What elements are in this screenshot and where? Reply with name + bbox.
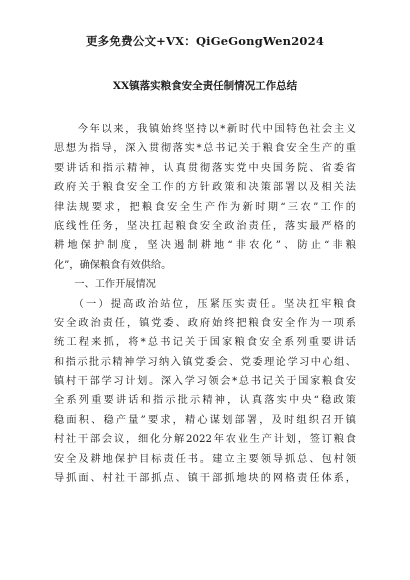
document-title: XX镇落实粮食安全责任制情况工作总结: [112, 80, 298, 92]
section-heading: 一、工作开展情况: [54, 279, 156, 291]
text-line: 镇村干部学习计划。深入学习领会*总书记关于国家粮食安: [54, 376, 356, 388]
text-line: 要讲话和指示精神，认真贯彻落实党中央国务院、省委省: [54, 162, 356, 174]
text-line: 安全及耕地保护目标责任书。建立主要领导抓总、包村领: [54, 453, 356, 465]
text-line: 律法规要求，把粮食安全生产作为新时期“三农”工作的: [54, 201, 356, 213]
text-line: 稳面积、稳产量”要求，精心谋划部署，及时组织召开镇: [54, 414, 356, 426]
document-body: [54, 120, 356, 488]
text-line: （一）提高政治站位，压紧压实责任。坚决扛牢粮食: [54, 298, 356, 310]
promo-header: 更多免费公文+VX：QiGeGongWen2024: [85, 34, 325, 48]
text-line: 村社干部会议，细化分解2022年农业生产计划，签订粮食: [54, 434, 356, 446]
text-line: 化”，确保粮食有效供给。: [54, 259, 172, 271]
text-line: 全系列重要讲话和指示批示精神，认真落实中央“稳政策: [54, 395, 356, 407]
text-line: 耕地保护制度，坚决遏制耕地“非农化”、防止“非粮: [54, 240, 356, 252]
text-line: 安全政治责任，镇党委、政府始终把粮食安全作为一项系: [54, 317, 356, 329]
text-line: 思想为指导，深入贯彻落实*总书记关于粮食安全生产的重: [54, 143, 356, 155]
text-line: 今年以来，我镇始终坚持以*新时代中国特色社会主义: [54, 124, 356, 135]
paragraph-one: [54, 295, 356, 489]
intro-paragraph: [54, 120, 356, 275]
text-line: 底线性任务，坚决扛起粮食安全政治责任，落实最严格的: [54, 220, 356, 232]
text-line: 和指示批示精神学习纳入镇党委会、党委理论学习中心组、: [54, 356, 356, 368]
text-line: 统工程来抓，将*总书记关于国家粮食安全系列重要讲话: [54, 337, 356, 349]
text-line: 政府关于粮食安全工作的方针政策和决策部署以及相关法: [54, 182, 356, 194]
text-line: 导抓面、村社干部抓点、镇干部抓地块的网格责任体系，: [54, 473, 356, 485]
